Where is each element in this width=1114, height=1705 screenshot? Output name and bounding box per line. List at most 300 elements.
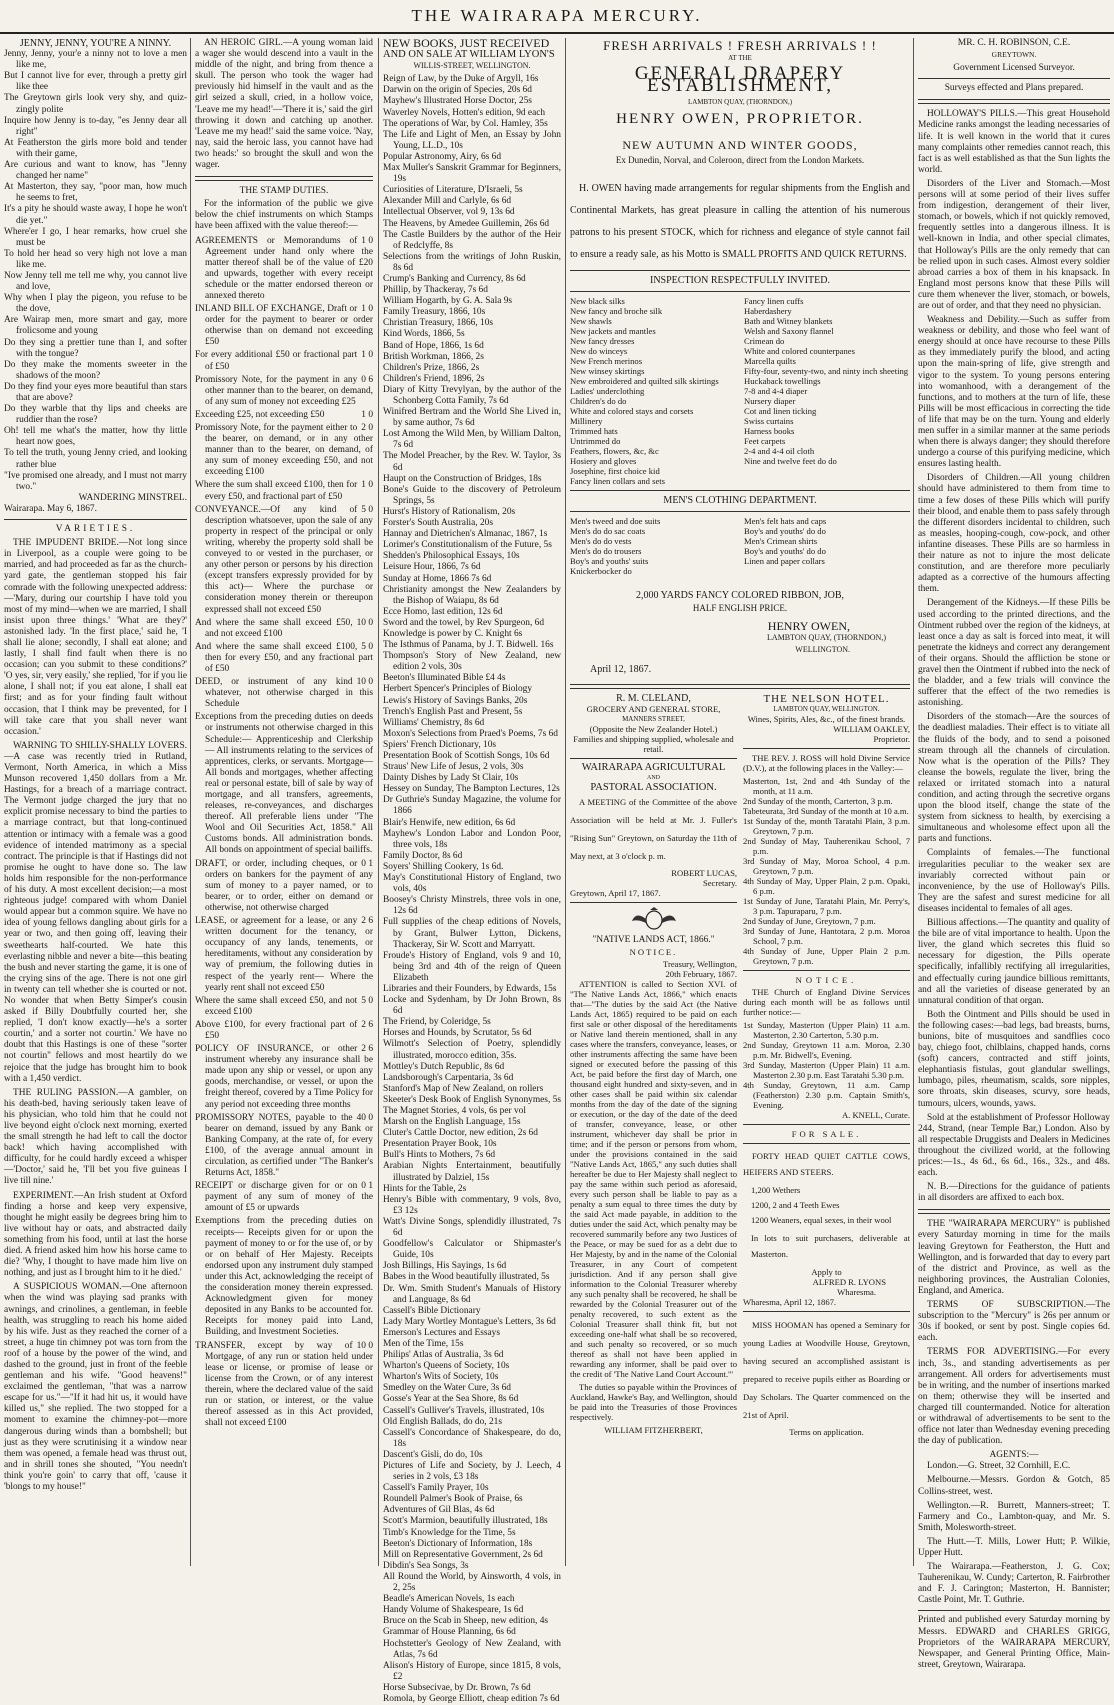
duty-text: DEED, or instrument of any kind whatever, not otherwise charged in this Schedule [195,677,373,710]
holloway-advert [918,109,1110,1204]
native-place: Treasury, Wellington, [663,959,737,969]
duty-value: 1 0 [361,235,373,246]
book-item: Family Doctor, 8s 6d [383,850,463,861]
advertising-terms: TERMS FOR ADVERTISING.—For every inch, 3s., and standing advertisements as per arrangement. All orders for advertisements must be in writing, and the number of insertions marked on them; otherwise they will be inserted and charged till countermanded. Notice for alteration or withdrawal of advertisements to be sent to the office not later than Wednesday evening preceding the day of publication. [918,1347,1110,1447]
divider [743,970,910,971]
duty-value: 1 0 [361,409,373,420]
drapery-item: Swiss curtains [744,416,794,426]
holloway-paragraph: Disorders of the Liver and Stomach.—Most persons will at some period of their lives suffer from indigestion, derangement of their liver, stomach, or bowels, which if not quickly removed, frequently settles into a dangerous illness. It is well-known in India, and other special climates, that Holloway's Pills are the only remedy that can be relied upon in such cases. Almost every soldier abroad carries a box of them in his knapsack. In England most persons know that these Pills will cure them whenever the liver, stomach, or bowels, are out of order, and that they need no physician. [918,178,1110,311]
book-item: Shedden's Philosophical Essays, 10s [383,551,520,562]
duty-text: PROMISSORY NOTES, payable to the bearer on demand, issued by any Bank or Banking Company, at the rate of, for every £100, of the average annual amount in circulation, as certified under "The Banker's Returns Act, 1858." [195,1112,373,1179]
holloway-paragraph: Derangement of the Kidneys.—If these Pills be used according to the printed directions, and the Ointment rubbed over the region of the kidneys, at least once a day as salt is forced into meat, it will penetrate the kidneys and correct any derangement of their organs. Should the affliction be stone or gravel then the Ointment if rubbed into the neck of the bladder, and a few trials will convince the sufferer that the effect of the two remedies is astonishing. [918,598,1110,709]
duty-row [195,677,373,710]
drapery-item: Feet carpets [744,436,786,446]
nelson-role: Proprietor. [873,734,910,744]
imprint: Printed and published every Saturday morning by Messrs. EDWARD and CHARLES GRIGG, Proprietors of the WAIRARAPA MERCURY, Newspaper, and General Printing Office, Main-street, Greytown, Wairarapa. [918,1615,1110,1670]
divider [570,758,737,759]
divider [918,1610,1110,1611]
book-item: Intellectual Observer, vol 9, 13s 6d [383,207,515,218]
duty-row [195,712,373,856]
book-item: Cassell's Gulliver's Travels, illustrated, 10s [383,1405,545,1416]
mens-item: Men's do do trousers [570,546,642,556]
book-item: Horses and Hounds, by Scrutator, 5s 6d [383,1028,532,1039]
article-shilly-shally: WARNING TO SHILLY-SHALLY LOVERS.—A case was recently tried in Rutland, Vermont, North America, in which a Miss Munson recovered 1,450 dollars from a Mr. Hastings, for a breach of a marriage contract. The Vermont judge charged the jury that no explicit promise necessary to bind the parties to a marriage contract, but that long-continued attention or intimacy with a female was a good evidence of intended matrimony as a special contract. The principle is that if Hastings did not promise he ought to have done so. The law holds him responsible for the non-performance of his duty. A most excellent decision;—a most righteous judge! compared with whom Daniel would appear but a common squire. We have no idea of young fellows dangling about girls for a year or two, and then going off, leaving their sweethearts half-courted. We hate this everlasting nibble and never a bite—this beating the bush and never starting the game, it is one of the crying sins of the age. There is not one girl in twenty can tell whether she is courted or not. No wonder that when Betty Simper's cousin asked if Billy Doubtfully courted her, she replied, 'I don't know exactly—he's a sorter courtin,' and a sorter not courtin.' We have no doubt that this Hastings is one of these "sorter not courtin" fellows and most heartily do we rejoice that the judge has brought him to book with a 1,450 verdict. [4,740,187,1084]
article-suspicious-woman: A SUSPICIOUS WOMAN.—One afternoon when the wind was playing sad pranks with awnings, and crinolines, a gentleman, in feeble health, was struggling to reach his home aided by his wife. Just as they reached the corner of a street, a huge tin chimney pot was torn from the roof of a house by the power of the wind, and dashed to the ground, just in front of the feeble gentleman and his wife. "Good heavens!" exclaimed the gentleman, "that was a narrow escape for us."—"If it had hit us, it would have killed us," she replied. The two stopped for a moment to examine the chimney-pot—more dangerous during winds than a bombshell; but just as they were scrutinising it a window near them was opened, a female head was thrust out, and in shrill tones she shouted, "You needn't think you're goin' to carry that off, 'cause it 'blongs to my house!" [4,1282,187,1492]
drapery-list-right [744,296,910,486]
stamp-duties-intro: For the information of the public we give below the chief instruments on which Stamps have been affixed with the value thereof:— [195,199,373,232]
service-item: 4th Sunday of June, Upper Plain 2 p.m. Greytown, 7 p.m. [743,946,910,966]
sale-line-1: 1,200 Wethers [751,1185,801,1195]
book-item: Old English Ballads, do do, 21s [383,1416,503,1427]
fresh-arrivals: FRESH ARRIVALS ! FRESH ARRIVALS ! ! [603,38,877,53]
drapery-item: Ladies' underclothing [570,386,645,396]
column-1 [4,38,187,1566]
book-item: Moxon's Selections from Praed's Poems, 7s 6d [383,728,558,739]
poem-line: Are curious and want to know, has "Jenny changed her name" [4,160,187,182]
book-item: William Hogarth, by G. A. Sala 9s [383,296,513,307]
column-rule [190,38,191,1566]
books-heading-3: WILLIS-STREET, WELLINGTON. [413,61,531,71]
service-item: Tabeteurata, 3rd Sunday of the month at 10 a.m. [743,806,909,816]
duty-text: POLICY OF INSURANCE, or other instrument whereby any insurance shall be made upon any ship or vessel, or upon any goods, merchandise, or vessel, or upon the freight thereof, covered by a Time Policy for any period not exceeding three months [195,1044,373,1110]
book-item: Knowledge is power by C. Knight 6s [383,628,523,639]
book-item: The operations of War, by Col. Hamley, 35s [383,118,548,129]
book-item: Dibdin's Sea Songs, 3s [383,1560,469,1571]
duty-row [195,1020,373,1042]
duty-row [195,410,373,421]
book-item: Presentation Prayer Book, 10s [383,1139,497,1150]
book-item: Reign of Law, by the Duke of Argyll, 16s [383,74,539,85]
church-service-item: 4th Sunday, Greytown, 11 a.m. Camp (Featherston) 2.30 p.m. Captain Smith's, Evening. [743,1080,910,1110]
book-item: Romola, by George Elliott, cheap edition 7s 6d [383,1693,560,1704]
drapery-item: Nursery diaper [744,396,796,406]
native-sign: WILLIAM FITZHERBERT, [604,1425,703,1435]
varieties-heading: VARIETIES. [55,524,136,535]
drapery-item: New French merinos [570,356,643,366]
native-date: 20th February, 1867. [665,969,737,979]
book-item: Alison's History of Europe, since 1815, 8 vols, £2 [383,1660,561,1682]
mens-item: Boy's and youths' do do [744,546,826,556]
service-item: 4th Sunday of May, Upper Plain, 2 p.m. Opaki, 6 p.m. [743,876,910,896]
drapery-item: Huckaback towellings [744,376,821,386]
article-impudent-bride: THE IMPUDENT BRIDE.—Not long since in Liverpool, as a couple were going to be married, and had proceeded as far as the church-yard gate, the gentleman stopped his fair comrade with the following unexpected address:—'Mary, during our courtship I have told you most of my mind—when we are married, I shall insist upon three things.' 'What are they?' astonished lady. 'In the first place,' said he, 'I shall lie alone; secondly, I shall eat alone; and lastly, I shall find fault when there is no occasion; can you submit to these conditions?' 'O yes, sir, very easily,' she replied, 'for if you lie alone, I shall not; if you eat alone, I shall eat first; and as for your finding fault without occasion, that I think may be prevented, for I will take care that you shall never want occasion.' [4,538,187,737]
cleland-street: MANNERS STREET, [622,715,685,723]
book-item: Max Muller's Sanskrit Grammar for Beginners, 19s [383,163,561,185]
book-item: Diary of Kitty Trevylyan, by the author of the Schonberg Cotta Family, 7s 6d [383,384,561,406]
drapery-item: Millinery [570,416,603,426]
book-item: Henry's Bible with commentary, 9 vols, 8vo, £3 12s [383,1194,561,1216]
agent-item: London.—G. Street, 32 Cornhill, E.C. [927,1461,1071,1472]
book-item: Boosey's Christy Minstrels, three vols in one, 12s 6d [383,895,561,917]
duty-value: 5 0 [361,995,373,1006]
drapery-item: Cot and linen ticking [744,406,817,416]
hooman-body: MISS HOOMAN has opened a Seminary for young Ladies at Woodville House, Greytown, having secured an accomplished assistant is prepared to receive pupils either as Boarding or Day Scholars. The Quarter commenced on the 21st of April. [743,1320,910,1420]
poem-line: But I cannot live for ever, through a pretty girl like thee [4,71,187,93]
book-item: Lost Among the Wild Men, by William Dalton, 7s 6d [383,429,561,451]
book-item: The Model Preacher, by the Rev. W. Taylor, 3s 6d [383,451,561,473]
poem-line: At Masterton, they say, "poor man, how much he seems to fret, [4,182,187,204]
assoc-title-2: PASTORAL ASSOCIATION. [590,782,717,793]
mens-list-left [570,516,736,576]
book-item: Trench's English Past and Present, 5s [383,706,523,717]
mens-item: Boy's and youths' do do [744,526,826,536]
column-rule [913,38,914,1566]
book-item: The Friend, by Coleridge, 5s [383,1017,491,1028]
agent-item: Wellington.—R. Burrett, Manners-street; T. Farmery and Co., Lambton-quay, and Mr. S. Smith, Molesworth-street. [918,1500,1110,1533]
duty-text: Exceptions from the preceding duties on deeds or instruments not otherwise charged in this Schedule:— Apprenticeship and Clerkship— All instruments relating to the services of apprentices, clerks, or servants. Mortgage—All bonds and mortgages, whether affecting real or personal estate, bill of sale by way of mortgage, and all transfers, agreements, releases, re-conveyances, and discharges thereof. All preferable liens under "The Wool and Oil Securities Act, 1858." All Customs bonds. All administration bonds. All bonds on appointment of special bailiffs. [195,712,373,856]
divider [570,684,910,689]
divider [743,748,910,749]
book-item: Ecce Homo, last edition, 12s 6d [383,606,503,617]
duty-row [195,1181,373,1214]
poem-line: "Ive promised one already, and I must not marry two." [4,470,187,492]
sale-sign: ALFRED R. LYONS [812,1277,886,1287]
article-experiment: EXPERIMENT.—An Irish student at Oxford finding a horse and keep very expensive, thought he might easily be degrees bring him to live without hay or oats, and abstracted daily something from his food, until at last the horse died. A friend asked him how his horse came to die? 'Why, I thought to have made him live on nothing, and just as I brought him to it he died.' [4,1190,187,1279]
poem-line: Do they warble that thy lips and cheeks are ruddier than the rose? [4,404,187,426]
duty-value: 1 0 [361,304,373,315]
article-ruling-passion: THE RULING PASSION.—A gambler, on his death-bed, having seriously taken leave of his physician, who told him that he could not live beyond eight o'clock next morning, exerted the small strength he had left to call the doctor back! which having accomplished with difficulty, for he could hardly exceed a whisper—'Doctor,' said he, 'I'll bet you five guineas I live till nine.' [4,1087,187,1187]
duty-value: 2 0 [361,423,373,433]
mens-clothing-heading: MEN'S CLOTHING DEPARTMENT. [663,495,817,506]
book-item: Bull's Hints to Mothers, 7s 6d [383,1150,496,1161]
book-item: Smedley on the Water Cure, 3s 6d [383,1383,511,1394]
agent-item: The Hutt.—T. Mills, Lower Hutt; P. Wilkie, Upper Hutt. [918,1536,1110,1558]
service-item: 1st Sunday of the, month Taratahi Plain, 3 p.m. Greytown, 7 p.m. [743,816,910,836]
mens-item: Men's do do sac coats [570,526,646,536]
owen-paragraph: H. OWEN having made arrangements for regular shipments from the English and Continental Markets, has great pleasure in calling the attention of his numerous patrons to his present STOCK, which for richness and elegance of style cannot fail to ensure a ready sale, as his Motto is SMALL PROFITS AND QUICK RETURNS. [570,183,910,260]
poem-line: It's a pity he should waste away, I hope he won't die yet." [4,204,187,226]
duty-text: Exemptions from the preceding duties on receipts— Receipts given for or upon the payment of money to or for the use of, or by or on behalf of Her Majesty. Receipts endorsed upon any instrument duly stamped under this Act, acknowledging the receipt of the consideration money therein expressed. Acknowledgment given for money deposited in any Banks to be accounted for. Receipts for money paid into Land, Building, and Investment Societies. [195,1216,373,1338]
autumn-goods: NEW AUTUMN AND WINTER GOODS, [622,138,858,152]
book-item: British Workman, 1866, 2s [383,351,484,362]
agents-title: AGENTS:— [989,1450,1039,1461]
duty-value: 2 6 [361,916,373,927]
nelson-owner: WILLIAM OAKLEY, [833,724,910,734]
cleland-opposite: (Opposite the New Zealander Hotel.) [589,724,718,734]
poem-line: Why when I play the pigeon, you refuse to be the dove, [4,293,187,315]
duty-value: 5 0 [361,504,373,515]
book-item: Hessey on Sunday, The Bampton Lectures, 12s [383,784,560,795]
service-item: Masterton, 1st, 2nd and 4th Sunday of the month, at 11 a.m. [743,776,910,796]
duty-value: 10 0 [356,1340,373,1351]
book-item: Leisure Hour, 1866, 7s 6d [383,562,481,573]
book-item: Popular Astronomy, Airy, 6s 6d [383,151,502,162]
holloway-paragraph: Both the Ointment and Pills should be used in the following cases:—bad legs, bad breasts, burns, bunions, bite of musquitoes and sandflies coco bay, chiego foot, chilblains, chapped hands, corns (soft) cancers, contracted and stiff joints, elephantiasis fistulas, gout glandular swellings, lumbago, piles, rheumatism, scalds, sore nipples, sore throats, skin diseases, scurvy, sore heads, tumours, ulcers, wounds, yaws. [918,1009,1110,1109]
drapery-item: Fancy linen cuffs [744,296,804,306]
book-item: Thompson's Story of New Zealand, new edition 2 vols, 30s [383,651,561,673]
book-item: Bruce on the Scab in Sheep, new edition, 4s [383,1616,549,1627]
poem-line: Are Wairap men, more smart and gay, more frolicsome and young [4,315,187,337]
ribbon-offer: 2,000 YARDS FANCY COLORED RIBBON, JOB, [636,590,844,601]
drapery-item: Josephine, first choice kid [570,466,660,476]
holloway-paragraph: Billious affections.—The quantity and quality of the bile are of vital importance to health. Upon the liver, the gland which secretes this fluid so necessary for digestion, the Pills operate specifically, infallibly rectifying all irregularities, and effectually curing jaundice billious remittants, and all the varieties of disease generated by an unnatural condition of that organ. [918,918,1110,1006]
duty-row [195,350,373,372]
duty-value: 2 6 [361,1044,373,1055]
book-item: Phillip, by Thackeray, 7s 6d [383,285,488,296]
divider [570,902,737,903]
native-notice: NOTICE. [629,947,678,957]
book-item: Mill on Representative Government, 2s 6d [383,1549,543,1560]
drapery-item: Harness books [744,426,795,436]
duty-row [195,618,373,640]
drapery-item: New do winceys [570,346,628,356]
nelson-address: LAMBTON QUAY, WELLINGTON. [773,705,880,713]
mens-item: Men's do do vests [570,536,632,546]
service-item: 2nd Sunday of May, Tauherenikau School, 7 p.m. [743,836,910,856]
drapery-item: Haberdashery [744,306,792,316]
drapery-title: GENERAL DRAPERY ESTABLISHMENT, [634,63,846,96]
book-item: The Castle Builders by the author of the Heir of Redclyffe, 8s [383,229,561,251]
book-item: Marsh on the English Language, 15s [383,1117,521,1128]
mens-item: Boy's and youths' suits [570,556,649,566]
poem-line: Do they make the moments sweeter in the shadows of the moon? [4,359,187,381]
divider [743,1124,910,1125]
book-item: Bone's Guide to the discovery of Petroleum Springs, 5s [383,484,561,506]
book-item: Beadle's American Novels, 1s each [383,1594,515,1605]
book-item: Babes in the Wood beautifully illustrated, 5s [383,1272,550,1283]
sale-place: Wharesma. [837,1287,876,1297]
book-item: Waverley Novels, Hotten's edition, 9d each [383,107,546,118]
drapery-list-left [570,296,736,486]
book-item: The Heavens, by Amedee Guillemin, 26s 6d [383,218,550,229]
book-item: The Life and Light of Men, an Essay by John Young, LL.D., 10s [383,129,561,151]
column-4 [570,38,910,1566]
duty-text: AGREEMENTS or Memorandums of Agreement under hand only where the matter thereof shall be of the value of £20 and upwards, together with every receipt schedule or the matter endorsed thereon or annexed thereto [195,235,373,301]
drapery-item: Fancy linen collars and sets [570,476,665,486]
duty-value: 1 0 [361,480,373,491]
book-item: Cassell's Family Prayer, 10s [383,1483,489,1494]
column-rule [565,38,566,1566]
assoc-and: AND [647,775,660,781]
divider [743,1311,910,1312]
owen-date: April 12, 1867. [590,664,652,675]
duty-value: 10 0 [356,677,373,688]
robinson-name: MR. C. H. ROBINSON, C.E. [957,38,1071,48]
mens-item: Men's Crimean shirts [744,536,818,546]
drapery-item: Hosiery and gloves [570,456,637,466]
holloway-paragraph: HOLLOWAY'S PILLS.—This great Household Medicine ranks amongst the leading necessaries of life. It is well known in the world that it cures many complaints other remedies cannot reach, this fact is as well established as that the Sun lights the world. [918,109,1110,175]
column-2 [195,38,373,1566]
book-item: Wharton's Wits of Society, 10s [383,1372,499,1383]
book-item: Hurst's History of Rationalism, 20s [383,506,516,517]
ross-services [743,776,910,966]
lower-ads [570,694,910,1437]
column-rule [378,38,379,1566]
drapery-item: Crimean do [744,336,785,346]
masthead-rule [0,32,1114,34]
book-item: Scott's Marmion, beautifully illustrated, 18s [383,1516,548,1527]
drapery-item: 7-8 and 4-4 diaper [744,386,808,396]
drapery-item: New jackets and mantles [570,326,656,336]
duty-text: Where the same shall exceed £50, and not exceed £100 [195,995,358,1017]
drapery-item: 2-4 and 4-4 oil cloth [744,446,815,456]
native-body: ATTENTION is called to Section XVI. of "The Native Lands Act, 1866," which enacts that—"The duties by the said Act (the Native Lands Act, 1865) required to be paid on each first sale or other disposal of the hereditaments or Native land therein mentioned, shall in any cases where the transfers, conveyance, leases, or other instruments affecting the same have been signed or executed before the passing of this Act, be paid before the first day of March, one thousand eight hundred and sixty-seven, and in other cases shall be paid within six calendar months from the day of the date of the signing or execution, or the day of the date of the deed of transfer, conveyance, lease, or other instrument, whichever day shall be prior in time; and if the person or persons from whom, under the provisions contained in the said "Native Lands Act, 1865," any such duties shall hereafter be due to Her Majesty shall neglect to pay the same within such period as aforesaid, every such person shall be liable to pay as a penalty a sum equal to three times the duty by the said Act made payable, in addition to the duties under the said Act, which penalty may be recovered summarily before any two Justices of the Peace, or may be sued for as a debt due to Her Majesty, by and in the name of the Colonial Treasurer, in any Court of competent jurisdiction. And if any person shall give information to the Colonial Treasurer whereby any such penalty shall be recovered, he shall be rewarded by the Colonial Treasurer out of the penalty recovered, to such extent as the Colonial Treasurer shall think fit, but not exceeding one-half what shall be so recovered, and such penalty so recovered, or so much thereof as shall not have been applied in rewarding any informer, shall be paid over to the credit of 'The Native Land Court Account.'" [570,979,737,1379]
nelson-wines: Wines, Spirits, Ales, &c., of the finest brands. [747,714,906,724]
duty-text: Promissory Note, for the payment in any other manner than to the bearer, on demand, of any sum of money not exceeding £25 [195,374,373,407]
book-item: Alexander Mill and Carlyle, 6s 6d [383,196,512,207]
for-sale-title: FOR SALE. [791,1129,862,1139]
book-item: Josh Billings, His Sayings, 1s 6d [383,1261,507,1272]
drapery-item: Welsh and Saxony flannel [744,326,834,336]
book-item: Hannay and Dietrichen's Almanac, 1867, 1s [383,529,548,540]
book-item: Lady Mary Wortley Montague's Letters, 3s 6d [383,1316,556,1327]
drapery-item: New black silks [570,296,625,306]
holloway-paragraph: Disorders of the stomach—Are the sources of the deadliest maladies. Their effect is to vitiate all the fluids of the body, and to send a poisoned stream through all the channels of circulation. Now what is the operation of the Pills? They cleanse the bowels, regulate the liver, bring the relaxed or irritated stomach into a natural condition, and acting through the secretive organs upon the blood itself, change the state of the system from sickness to health, by exercising a simultaneous and wholesome effect upon all the parts and functions. [918,712,1110,845]
duty-text: LEASE, or agreement for a lease, or any written document for the tenancy, or occupancy of any lands, tenements, or hereditaments, without any consideration by way of premium, the following duties in respect of the yearly rent— Where the yearly rent shall not exceed £50 [195,916,373,993]
poem-line: To hold her head so very high not love a man like me. [4,248,187,270]
book-item: Christianity amongst the New Zealanders by the Bishop of Waiapu, 8s 6d [383,584,561,606]
agent-item: Melbourne.—Messrs. Gordon & Gotch, 85 Collins-street, west. [918,1475,1110,1497]
duty-value: 0 1 [361,858,373,869]
drapery-item: White and colored stays and corsets [570,406,694,416]
poem-line: Now Jenny tell me tell me why, you cannot live and love, [4,270,187,293]
duty-row [195,996,373,1018]
agent-item: The Wairarapa.—Featherston, J. G. Cox; Tauherenikau, W. Cundy; Carterton, R. Fairbrother and F. J. Carington; Masterton, H. Bannister; Castle Point, Mr. T. Guthrie. [918,1562,1110,1606]
holloway-paragraph: Disorders of Children.—All young children should have administered to them from time to time a few doses of these Pills which will purify their blood, and enable them to pass safely through the different disorders incidental to children, such as measles, hooping-cough, cow-pock, and other infantine diseases. These Pills are so harmless in their nature as not to injure the most delicate constitution, and are therefore more peculiarly adapted as a corrective of the humours affecting them. [918,473,1110,595]
sale-body: FORTY HEAD QUIET CATTLE COWS, HEIFERS AND STEERS. [743,1151,910,1177]
poem-date: Wairarapa. May 6, 1867. [4,503,97,514]
duty-text: RECEIPT or discharge given for or on payment of any sum of money of the amount of £5 or upwards [195,1181,373,1214]
drapery-item: Marcella quilts [744,356,796,366]
book-item: Curiosities of Literature, D'Israeli, 5s [383,185,523,196]
owen-sign-address: LAMBTON QUAY, (THORNDON,) [767,633,886,642]
drapery-item: Feathers, flowers, &c, &c [570,446,659,456]
duty-row [195,375,373,408]
cleland-name: R. M. CLELAND, [616,693,691,704]
robinson-plans: Surveys effected and Plans prepared. [944,83,1084,94]
divider [570,511,910,512]
divider [743,1143,910,1144]
service-item: 2nd Sunday of the month, Carterton, 3 p.m. [743,796,893,806]
service-item: 3rd Sunday of May, Moroa School, 4 p.m. Greytown, 7 p.m. [743,856,910,876]
book-item: Hochstetter's Geology of New Zealand, with Atlas, 7s 6d [383,1638,561,1660]
assoc-title-1: WAIRARAPA AGRICULTURAL [581,762,726,773]
assoc-date: Greytown, April 17, 1867. [570,888,661,898]
goods-source: Ex Dunedin, Norval, and Coleroon, direct from the London Markets. [615,155,865,165]
duty-row [195,642,373,675]
book-item: Philips' Atlas of Australia, 3s 6d [383,1350,504,1361]
poem [4,49,187,493]
service-item: 1st Sunday of June, Taratahi Plain, Mr. Perry's, 3 p.m. Tapuraparu, 7 p.m. [743,896,910,916]
church-services [743,1020,910,1110]
mercury-notice: THE "WAIRARAPA MERCURY" is published every Saturday morning in time for the mails leaving Greytown for Featherston, the Hutt and Wellington, and is forwarded that day to every part of the district and Province, as well as the neighboring provinces, the Australian Colonies, England, and America. [918,1219,1110,1296]
ross-intro: THE REV. J. ROSS will hold Divine Service (D.V.), at the following places in the Valley:— [743,753,910,773]
duty-text: TRANSFER, except by way of Mortgage, of any run or station held under lease or license, or promise of lease or license from the Crown, or of any interest therein, where the declared value of the said run or station, or interest, or the value thereof assessed as in this Act provided, shall not exceed £100 [195,1340,373,1429]
divider [918,1209,1110,1214]
duty-value: 2 6 [361,1019,373,1030]
duty-value: 0 1 [361,1181,373,1192]
poem-line: At Featherston the girls more bold and tender with their game, [4,137,187,159]
book-item: Lewis's History of Savings Banks, 20s [383,695,528,706]
duty-text: CONVEYANCE.—Of any kind of description whatsoever, upon the sale of any property in respect of the principal or only writing, whereby the property sold shall be conveyed to or vested in the purchaser, or any other person or persons by his direction (except transfers expressly provided for by this act)— Where the purchase or consideration money therein or thereupon expressed shall not exceed £50 [195,504,373,615]
duty-row [195,1113,373,1180]
book-item: Dr Guthrie's Sunday Magazine, the volume for 1866 [383,795,561,817]
book-item: Pictures of Life and Society, by J. Leech, 4 series in 2 vols, £3 18s [383,1461,561,1483]
holloway-paragraph: Complaints of females.—The functional irregularities peculiar to the weaker sex are invariably corrected without pain or inconvenience, by the use of Holloway's Pills. They are the safest and surest medicine for all diseases incidental to females of all ages. [918,848,1110,914]
book-item: May's Constitutional History of England, two vols, 40s [383,873,561,895]
drapery-item: New fancy dresses [570,336,635,346]
duty-text: And where the same shall exceed £50, and not exceed £100 [195,617,353,639]
book-item: Winifred Bertram and the World She Lived in, by same author, 7s 6d [383,407,561,429]
book-item: Spiers' French Dictionary, 10s [383,739,497,750]
divider [4,519,187,520]
sale-line-3: 1200 Weaners, equal sexes, in their wool [751,1215,892,1225]
duty-row [195,1216,373,1338]
duty-value: 10 0 [356,617,373,628]
half-price: HALF ENGLISH PRICE. [692,603,788,613]
book-item: Adventures of Gil Blas, 4s 6d [383,1505,495,1516]
holloway-paragraph: Weakness and Debility.—Such as suffer from weakness or debility, and those who feel want of energy should at once have recourse to these Pills as they immediately purify the blood, and acting upon the main-spring of life, give strength and vigor to the system. To young persons entering into womanhood, with a derangement of the functions, and to mothers at the turn of life, these Pills will be most efficacious in correcting the tide of life that may be on the turn. Young and elderly men suffer in a similar manner at the same periods when there is always danger; they should therefore undergo a course of this purifying medicine, which ensures lasting health. [918,315,1110,470]
service-item: 3rd Sunday of June, Hantotara, 2 p.m. Moroa School, 7 p.m. [743,926,910,946]
poem-line: Do they find your eyes more beautiful than stars that are above? [4,381,187,403]
nelson-title: THE NELSON HOTEL. [763,693,890,705]
mens-item: Men's felt hats and caps [744,516,827,526]
duty-value: 40 0 [356,1112,373,1123]
book-item: Presentation Book of Scottish Songs, 10s 6d [383,751,550,761]
book-item: Soyers' Shilling Cookery, 1s 6d. [383,861,504,872]
book-item: Beeton's Illuminated Bible £4 4s [383,673,506,684]
sale-line-2: 1200, 2 and 4 Teeth Ewes [751,1200,840,1210]
duty-text: Above £100, for every fractional part of £50 [195,1019,358,1041]
mens-item: Linen and paper collars [744,556,825,566]
native-body-2: The duties so payable within the Provinces of Auckland, Hawke's Bay, and Wellington, should be paid into the Treasuries of those Provinces respectively. [570,1382,737,1422]
assoc-role: Secretary. [702,878,737,888]
robinson-town: GREYTOWN. [991,50,1037,60]
book-item: Timb's Knowledge for the Time, 5s [383,1527,516,1538]
book-item: The Magnet Stories, 4 vols, 6s per vol [383,1106,526,1116]
owen-sign-name: HENRY OWEN, [767,619,850,633]
book-item: Mayhew's Illustrated Horse Doctor, 25s [383,96,532,107]
church-sign: A. KNELL, Curate. [841,1110,910,1120]
stamp-duties-list [195,236,373,1430]
duty-text: DRAFT, or order, including cheques, or orders on bankers for the payment of any sum of money to a payer named, or to bearer, or to order, either on demand or otherwise, not otherwise charged [195,858,373,913]
book-item: Full supplies of the cheap editions of Novels, by Grant, Bulwer Lytton, Dickens, Thackeray, Sir W. Scott and Marryatt. [383,917,561,950]
poem-line: Do they sing a prettier tune than I, and softer with the tongue? [4,337,187,359]
drapery-item: New embroidered and quilted silk skirtings [570,376,719,386]
royal-crest-icon [624,907,684,931]
book-item: Darwin on the origin of Species, 20s 6d [383,85,532,96]
book-item: Beeton's Dictionary of Information, 18s [383,1538,533,1549]
divider [195,176,373,181]
at-the: AT THE [728,54,752,62]
book-item: Band of Hope, 1866, 1s 6d [383,340,484,351]
duty-row [195,480,373,502]
poem-signature: WANDERING MINSTREL. [78,492,187,503]
book-item: Cluter's Cattle Doctor, new edition, 2s 6d [383,1128,538,1139]
robinson-role: Government Licensed Surveyor. [953,63,1075,74]
book-item: Hints for the Table, 2s [383,1183,467,1194]
lower-right-ads [743,694,910,1437]
books-heading-2: AND ON SALE AT WILLIAM LYON'S [383,49,555,61]
holloway-paragraph: N. B.—Directions for the guidance of patients in all disorders are affixed to each box. [918,1182,1110,1204]
book-item: Children's Friend, 1896, 2s [383,373,485,384]
book-item: Cassell's Concordance of Shakespeare, do do, 18s [383,1427,561,1449]
article-heroic-girl: AN HEROIC GIRL.—A young woman laid a wager she would descend into a vault in the middle of the night, and bring from thence a skull. The person who took the wager had previously hid himself in the vault and as the girl seized a skull, cried, in a hollow voice, 'Leave me my head!'—'There it is,' said the girl throwing it down and catching up another. 'Leave me my head!' said the same voice. 'Nay, nay, said the heroic lass, you cannot have had two heads:' so brought the skull and won the wager. [195,38,373,171]
book-item: Stanford's Map of New Zealand, on rollers [383,1083,544,1094]
divider [918,99,1110,104]
sale-date: Wharesma, April 12, 1867. [743,1297,837,1307]
drapery-item: Nine and twelve feet do do [744,456,837,466]
church-service-item: 1st Sunday, Masterton (Upper Plain) 11 a.m. Masterton, 2.30 Carterton, 5.30 p.m. [743,1020,910,1040]
divider [570,270,910,271]
book-item: Mayhew's London Labor and London Poor, three vols, 18s [383,828,561,850]
book-item: Cassell's Bible Dictionary [383,1305,481,1316]
mens-list-right [744,516,910,576]
book-item: Skeeter's Desk Book of English Synonymes, 5s [383,1094,561,1105]
book-item: Grammar of House Planning, 6s 6d [383,1627,516,1638]
duty-text: For every additional £50 or fractional part of £50 [195,350,358,372]
book-item: Gosse's Year at the Sea Shore, 8s 6d [383,1394,519,1405]
